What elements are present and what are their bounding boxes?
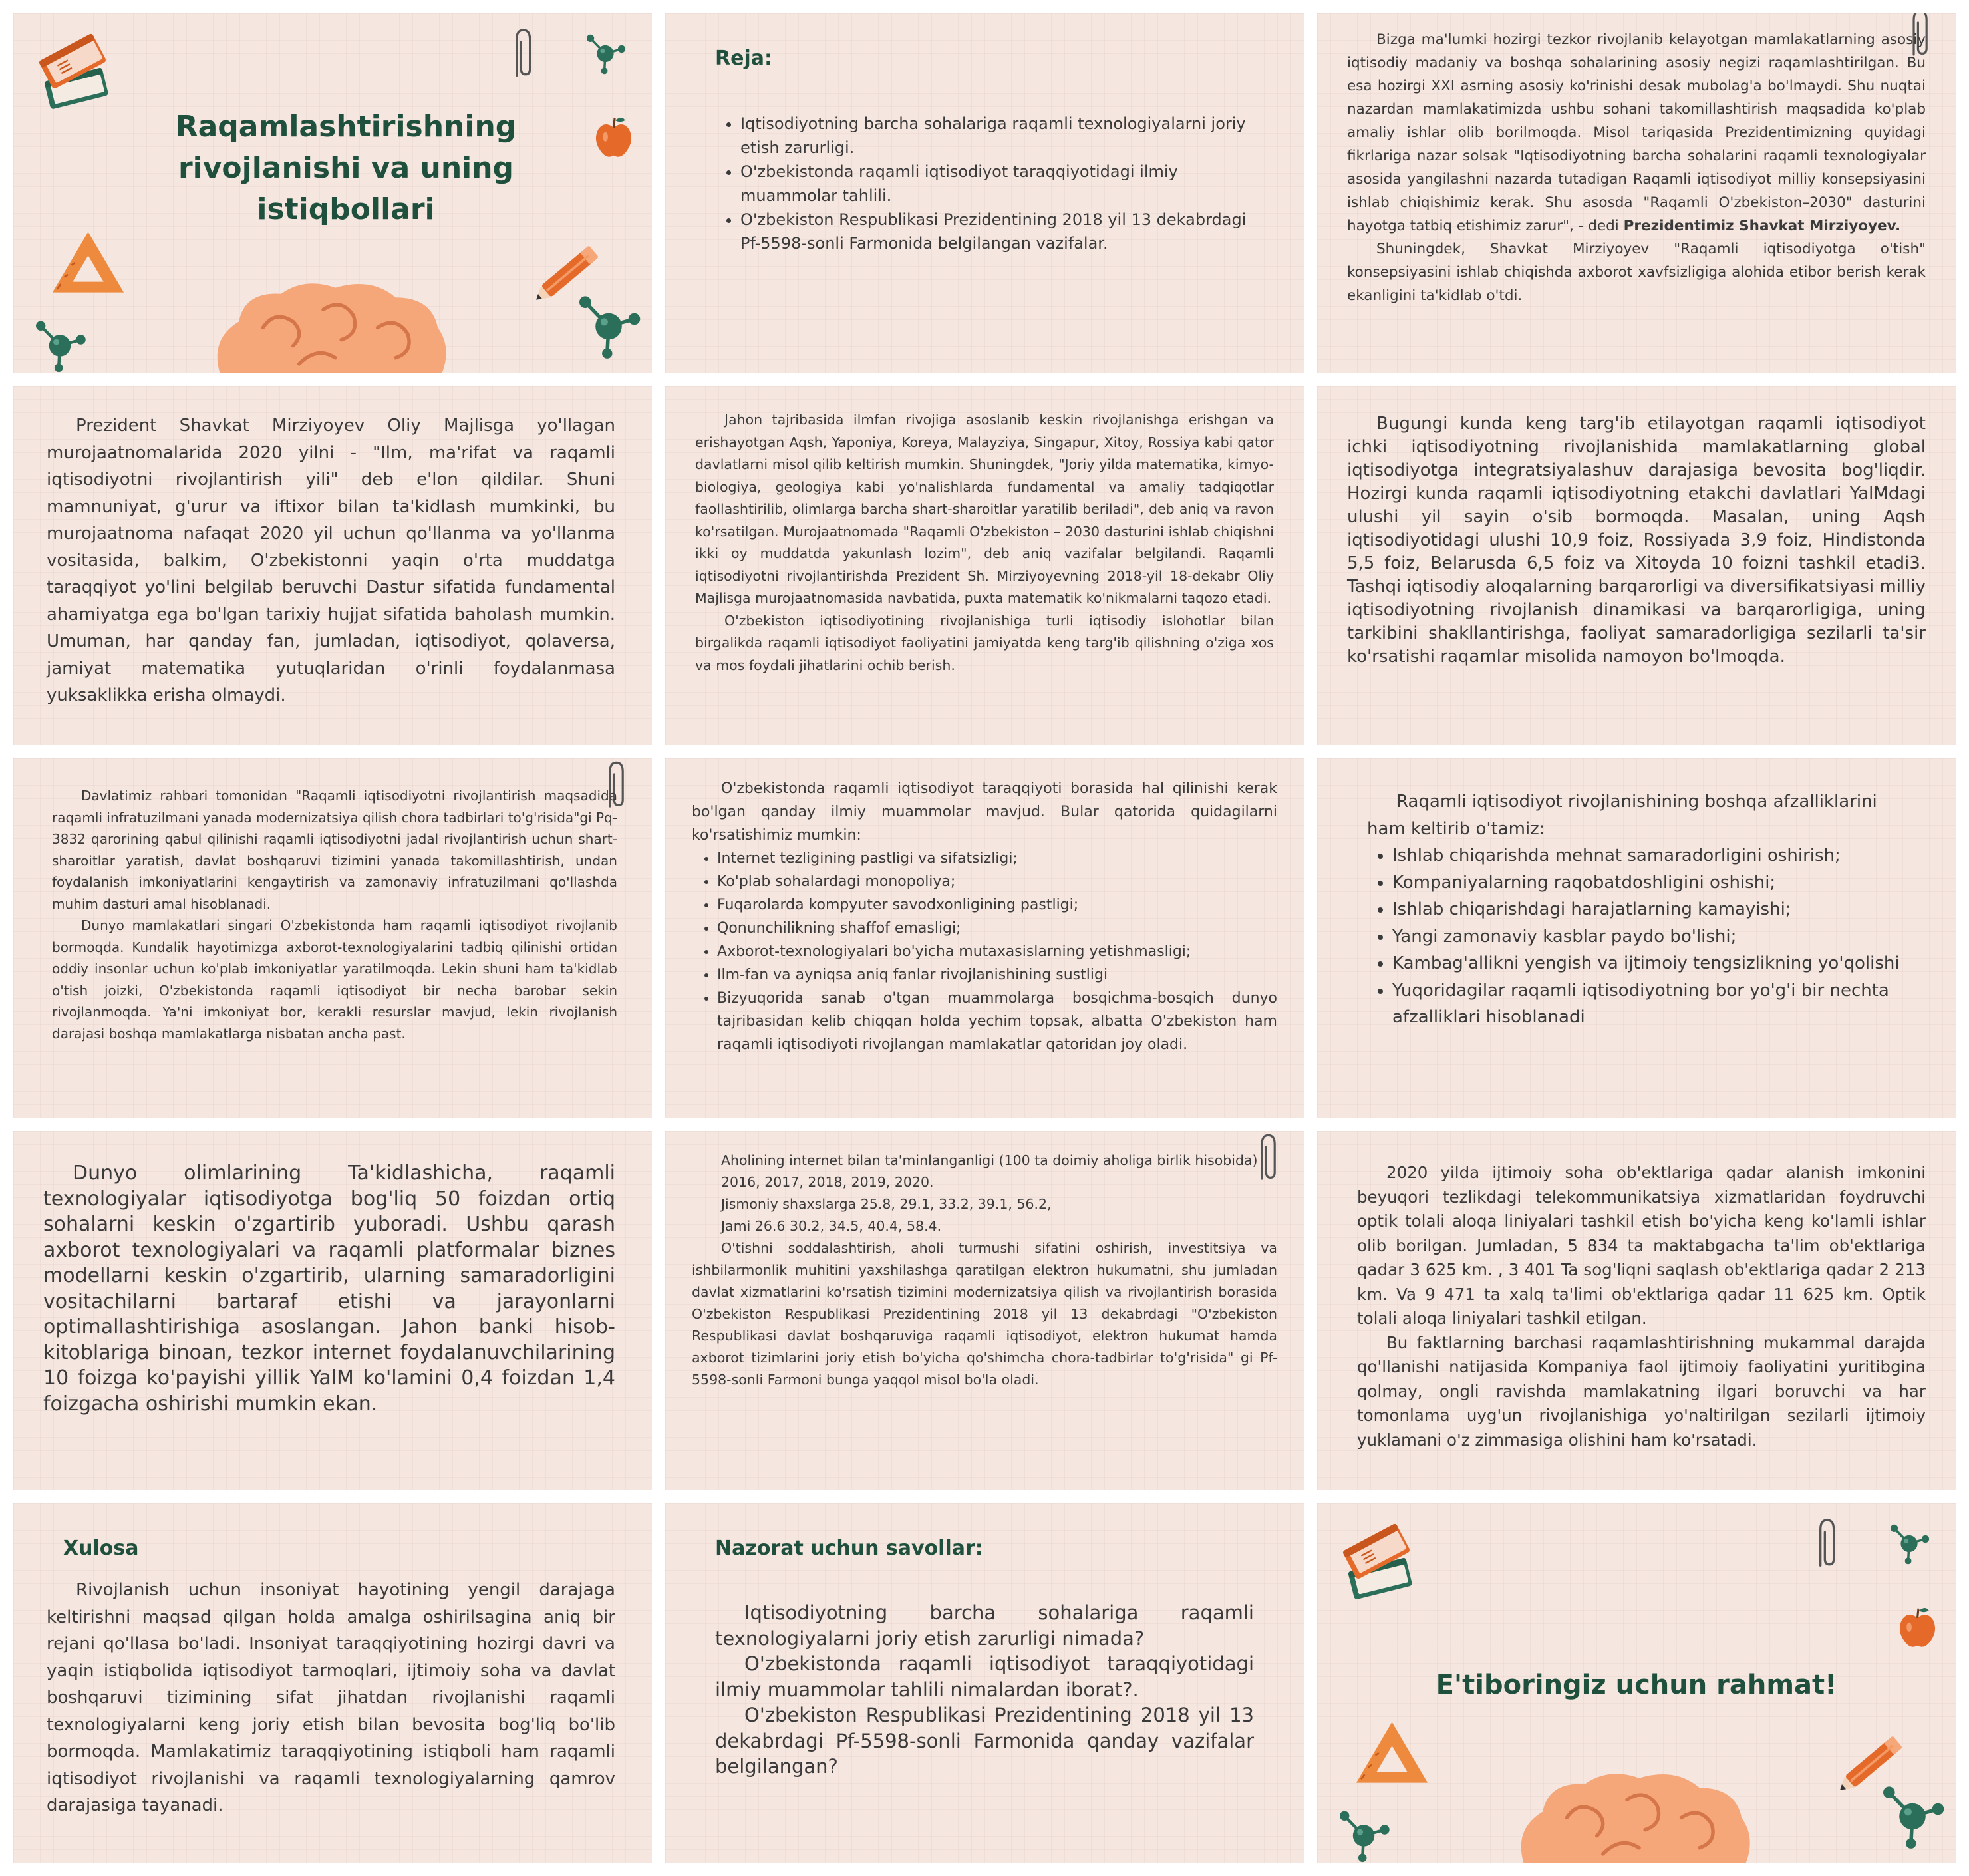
slide-thanks: [1317, 1503, 1956, 1863]
plan-item: • Iqtisodiyotning barcha sohalariga raqamli texnologiyalarni joriy etish zarurligi.: [740, 112, 1254, 160]
body-text: [1367, 788, 1919, 1031]
apple-icon: [592, 113, 635, 160]
plan-list: [715, 112, 1254, 255]
slide-heading: Xulosa: [63, 1537, 139, 1560]
paragraph: O'tishni soddalashtirish, aholi turmushi sifatini oshirish, investitsiya va ishbilarmonlik muhitini yaxshilashga qaratilgan elektron hukumatni, shu jumladan davlat xizmatlarini ko'rsatish tizimini modernizatsiya qilish va rivojlantirish borasida O'zbekiston Respublikasi Prezidentining 2018 yil 13 dekabrdagi "O'zbekiston Respublikasi davlat boshqaruviga raqamli iqtisodiyot, elektron hukumat hamda axborot tizimlarini joriy etish bo'yicha qo'shimcha chora-tadbirlar to'g'risida" gi Pf-5598-sonli Farmoni bunga yaqqol misol bo'la oladi.: [692, 1240, 1277, 1388]
slide-optical-lines: [1317, 1131, 1956, 1490]
molecule-icon: [582, 28, 629, 75]
body-text: [692, 777, 1277, 1056]
list-item: • Yuqoridagilar raqamli iqtisodiyotning bor yo'g'i bir nechta afzalliklari hisoblanadi: [1392, 977, 1919, 1031]
paragraph: Davlatimiz rahbari tomonidan "Raqamli iqtisodiyotni rivojlantirish maqsadida raqamli infratuzilmani yanada modernizatsiya qilish chora tadbirlari to'g'risida"gi Pq-3832 qarorining qabul qilinishi raqamli iqtisodiyotni jadal rivojlantirish uchun shart-sharoitlar yaratish, davlat boshqaruvi tizimini yanada takomillashtirish, undan foydalanish imkoniyatlarini kengaytirish va zamonaviy infratuzilmani qo'llashda muhim dasturi amal hisoblanadi.: [52, 788, 617, 912]
title-line: istiqbollari: [257, 192, 435, 226]
slide-internet-stats: [665, 1131, 1304, 1490]
question: Iqtisodiyotning barcha sohalariga raqamli texnologiyalarni joriy etish zarurligi nimada?: [715, 1601, 1254, 1650]
slide-problems: [665, 758, 1304, 1118]
plan-item: • O'zbekistonda raqamli iqtisodiyot taraqqiyotidagi ilmiy muammolar tahlili.: [740, 160, 1254, 208]
list-item: • Kompaniyalarning raqobatdoshligini oshishi;: [1392, 869, 1919, 897]
paragraph: Bugungi kunda keng targ'ib etilayotgan raqamli iqtisodiyot ichki iqtisodiyotning rivojlanishida mamlakatlarning global iqtisodiyotga integratsiyalashuv darajasiga bevosita bog'liqdir. Hozirgi kunda raqamli iqtisodiyotning etakchi davlatlari YalMdagi ulushi yil sayin o'sib bormoqda. Masalan, uning Aqsh iqtisodiyotidagi ulushi 10,9 foiz, Rossiyada 3,9 foiz, Hindistonda 5,5 foiz, Belarusda 6,5 foiz va Xitoyda 10 foizni tashkil etadi3. Tashqi iqtisodiy aloqalarning barqarorligi va diversifikatsiyasi milliy iqtisodiyotning rivojlanish dinamikasi va barqarorligiga, uning tarkibini shakllantirishga, faoliyat samaradorligiga sezilarli ta'sir ko'rsatishi raqamlar misolida namoyon bo'lmoqda.: [1347, 414, 1926, 667]
slide-digital-economy: [1317, 386, 1956, 745]
slide-conclusion: [13, 1503, 652, 1863]
list-item: • Fuqarolarda kompyuter savodxonligining pastligi;: [717, 893, 1277, 917]
slide-title: [13, 13, 652, 373]
list-item: • Yangi zamonaviy kasblar paydo bo'lishi;: [1392, 923, 1919, 951]
list-item: • Ko'plab sohalardagi monopoliya;: [717, 870, 1277, 893]
paperclip-icon: [1809, 1513, 1843, 1573]
body-text: [47, 1577, 615, 1819]
paragraph: Shuningdek, Shavkat Mirziyoyev "Raqamli iqtisodiyotga o'tish" konsepsiyasini ishlab chiqishda axborot xavfsizligiga alohida etibor berish kerak ekanligini ta'kidlab o'tdi.: [1347, 241, 1926, 304]
paragraph: O'zbekiston iqtisodiyotining rivojlanishiga turli iqtisodiy islohotlar bilan birgalikda raqamli iqtisodiyot faoliyatini jamiyatda keng targ'ib qilishning o'ziga xos va mos foydali jihatlarini ochib berish.: [695, 612, 1274, 673]
stats-years: 2016, 2017, 2018, 2019, 2020.: [721, 1174, 934, 1190]
question: O'zbekiston Respublikasi Prezidentining 2018 yil 13 dekabrdagi Pf-5598-sonli Farmonida qanday vazifalar belgilangan?: [715, 1704, 1254, 1778]
slide-heading: Reja:: [715, 47, 772, 70]
ruler-triangle-icon: [47, 226, 130, 299]
paragraph: Rivojlanish uchun insoniyat hayotining yengil darajaga keltirishni maqsad qilgan holda amalga oshirilsagina aniq bir rejani qo'llasa bo'ladi. Insoniyat taraqqiyotining hozirgi davri va yaqin istiqbolida iqtisodiyot tarmoqlari, ijtimoiy soha va davlat boshqaruvi tizimining sifat jihatdan rivojlanishi raqamli texnologiyalarni keng joriy etish bilan bevosita bog'liq bo'lib bormoqda. Mamlakatimiz taraqqiyotining istiqboli ham raqamli iqtisodiyot rivojlanishi va raqamli texnologiyalarning qamrov darajasiga tayanadi.: [47, 1580, 615, 1815]
stats-total: Jami 26.6 30.2, 34.5, 40.4, 58.4.: [721, 1218, 942, 1234]
slide-world-experience: [665, 386, 1304, 745]
paragraph: 2020 yilda ijtimoiy soha ob'ektlariga qadar alanish imkonini beyuqori tezlikdagi telekommunikatsiya xizmatlaridan foydruvchi optik tolali aloqa liniyalari tashkil etish bo'yicha keng ko'lamli ishlar olib borilgan. Jumladan, 5 834 ta maktabgacha ta'lim ob'ektlariga qadar 3 625 km. , 3 401 Ta sog'liqni saqlash ob'ektlariga qadar 2 213 km. Va 9 471 ta xalq ta'limi ob'ektlariga qadar 11 625 km. Optik tolali aloqa liniyalari tashkil etilgan.: [1357, 1163, 1926, 1328]
slide-heading: Nazorat uchun savollar:: [715, 1537, 983, 1560]
paragraph: Jahon tajribasida ilmfan rivojiga asoslanib keskin rivojlanishga erishgan va erishayotgan Aqsh, Yaponiya, Koreya, Malayziya, Singapur, Xitoy, Rossiya kabi qator davlatlarni misol qilib keltirish mumkin. Shuningdek, "Joriy yilda matematika, kimyo-biologiya, geologiya kabi yo'nalishlarda fundamental va amaliy tadqiqotlar faollashtirilib, olimlarga barcha shart-sharoitlar yaratilib beriladi", deb aniq va ravon ko'rsatilgan. Murojaatnomada "Raqamli O'zbekiston – 2030 dasturini ishlab chiqishni ikki oy muddatda yakunlash lozim", deb aniq vazifalar belgilandi. Raqamli iqtisodiyotni rivojlantirishda Prezident Sh. Mirziyoyevning 2018-yil 18-dekabr Oliy Majlisga murojaatnomasida navbatida, puxta matematik ko'nikmalarni taqozo etadi.: [695, 412, 1274, 606]
apple-icon: [1896, 1603, 1939, 1650]
slide-scientists: [13, 1131, 652, 1490]
slide-advantages: [1317, 758, 1956, 1118]
slide-questions: [665, 1503, 1304, 1863]
body-text: [47, 412, 615, 709]
molecule-icon: [1876, 1776, 1949, 1849]
list-item: • Ilm-fan va ayniqsa aniq fanlar rivojlanishining sustligi: [717, 963, 1277, 987]
paperclip-icon: [506, 23, 539, 83]
presentation-title: [133, 106, 559, 230]
slide-address: [13, 386, 652, 745]
molecule-icon: [1334, 1803, 1394, 1863]
body-text: [52, 785, 617, 1044]
list-item: • Internet tezligining pastligi va sifatsizligi;: [717, 847, 1277, 870]
list-item: • Qonunchilikning shaffof emasligi;: [717, 917, 1277, 940]
body-text: [1357, 1161, 1926, 1452]
paragraph: Dunyo mamlakatlari singari O'zbekistonda ham raqamli iqtisodiyot rivojlanib bormoqda. Kundalik hayotimizga axborot-texnologiyalarini tadbiq qilinishi ortidan oddiy insonlar uchun ko'plab imkoniyatlar yaratilmoqda. Lekin shuni ham ta'kidlab o'tish joizki, O'zbekistonda raqamli iqtisodiyot bir necha barobar sekin rivojlanmoqda. Ya'ni imkoniyat bor, kerakli resurslar mavjud, lekin rivojlanish darajasi boshqa mamlakatlarga nisbatan ancha past.: [52, 917, 617, 1042]
list-item: • Axborot-texnologiyalari bo'yicha mutaxasislarning yetishmasligi;: [717, 940, 1277, 963]
thanks-title: E'tiboringiz uchun rahmat!: [1436, 1670, 1837, 1700]
body-text: [692, 1150, 1277, 1391]
book-stack-icon: [33, 33, 120, 113]
molecule-icon: [1886, 1518, 1932, 1565]
paragraph: Dunyo olimlarining Ta'kidlashicha, raqamli texnologiyalar iqtisodiyotga bog'liq 50 foizdan ortiq sohalarni keskin o'zgartirib yuboradi. Ushbu qarash axborot texnologiyalari va raqamli platformalar biznes modellarni keskin o'zgartirib, ularning samaradorligini vositachilarni bartaraf etishi va jarayonlarni optimallashtirishiga asoslangan. Jahon banki hisob-kitoblariga binoan, tezkor internet foydalanuvchilarining 10 foizga ko'payishi yillik YalM ko'lamini 0,4 foizdan 1,4 foizgacha oshirishi mumkin ekan.: [43, 1162, 615, 1416]
body-text: [1347, 28, 1926, 307]
brain-icon: [1507, 1770, 1759, 1863]
plan-item: • O'zbekiston Respublikasi Prezidentining 2018 yil 13 dekabrdagi Pf-5598-sonli Farmonida belgilangan vazifalar.: [740, 208, 1254, 255]
advantage-list: [1367, 842, 1919, 1031]
paragraph: O'zbekistonda raqamli iqtisodiyot taraqqiyoti borasida hal qilinishi kerak bo'lgan qanday ilmiy muammolar mavjud. Bular qatorida quidagilarni ko'rsatishimiz mumkin:: [692, 780, 1277, 844]
paragraph: [1347, 28, 1926, 237]
slide-pq-3832: [13, 758, 652, 1118]
list-item: • Ishlab chiqarishda mehnat samaradorligini oshirish;: [1392, 842, 1919, 869]
bold-text: Prezidentimiz Shavkat Mirziyoyev.: [1623, 218, 1901, 234]
molecule-icon: [30, 313, 90, 373]
body-text: [1347, 412, 1926, 669]
problem-list: [692, 847, 1277, 1056]
paragraph: Prezident Shavkat Mirziyoyev Oliy Majlisga yo'llagan murojaatnomalarida 2020 yilni - "Ilm, ma'rifat va raqamli iqtisodiyotni rivojlantirish yili" deb e'lon qildilar. Shuni mamnuniyat, g'urur va iftixor bilan ta'kidlash mumkinki, bu murojaatnoma nafaqat 2020 yil uchun qo'llanma va yo'llanma vositasida, balkim, O'zbekistonni yaqin o'rta muddatga taraqqiyot yo'lini belgilab beruvchi Dastur sifatida fundamental ahamiyatga ega bo'lgan tarixiy hujjat sifatida baholash mumkin. Umuman, har qanday fan, jumladan, iqtisodiyot, qolaversa, jamiyat matematika yutuqlaridan o'rinli foydalanmasa yuksaklikka erisha olmaydi.: [47, 416, 615, 705]
paragraph: Bu faktlarning barchasi raqamlashtirishning mukammal darajda qo'llanishi natijasida Kompaniya faol ijtimoiy faoliyatini yuritibgina qolmay, ongli ravishda mamlakatning ilgari boruvchi va har tomonlama uyg'un rivojlanishiga yo'naltirilgan sezilarli ijtimoiy yuklamani o'z zimmasiga olishini ham ko'rsatadi.: [1357, 1332, 1926, 1450]
book-stack-icon: [1337, 1523, 1424, 1603]
list-item: • Kambag'allikni yengish va ijtimoiy tengsizlikning yo'qolishi: [1392, 950, 1919, 977]
brain-icon: [203, 279, 456, 373]
list-item: • Ishlab chiqarishdagi harajatlarning kamayishi;: [1392, 896, 1919, 923]
question-list: [715, 1600, 1254, 1780]
list-item: • Bizyuqorida sanab o'tgan muammolarga bosqichma-bosqich dunyo tajribasidan kelib chiqqan holda yechim topsak, albatta O'zbekiston ham raqamli iqtisodiyoti rivojlangan mamlakatlar qatoridan joy oladi.: [717, 987, 1277, 1056]
paragraph-text: Bizga ma'lumki hozirgi tezkor rivojlanib kelayotgan mamlakatlarning asosiy iqtisodiy madaniy va boshqa sohalarining asosiy negizi raqamlashtirilgan. Bu esa hozirgi XXI asrning asosiy ko'rinishi desak mubolag'a bo'lmaydi. Shu nuqtai nazardan mamlakatimizda ushbu sohani takomillashtirish maqsadida ko'plab amaliy ishlar olib borilmoqda. Misol tariqasida Prezidentimizning quyidagi fikrlariga nazar solsak "Iqtisodiyotning barcha sohalarini raqamli texnologiyalar asosida yangilashni nazarda tutadigan Raqamli iqtisodiyot milliy konsepsiyasini ishlab chiqishimiz kerak. Shu asosda "Raqamli O'zbekiston–2030" dasturini hayotga tatbiq etishimiz zarur", - dedi: [1347, 31, 1926, 234]
ruler-triangle-icon: [1350, 1716, 1434, 1790]
stats-individuals: Jismoniy shaxslarga 25.8, 29.1, 33.2, 39.1, 56.2,: [721, 1196, 1052, 1212]
paragraph: Aholining internet bilan ta'minlanganligi (100 ta doimiy aholiga birlik hisobida): [721, 1152, 1258, 1168]
molecule-icon: [572, 286, 645, 359]
title-line: Raqamlashtirishning: [175, 110, 517, 144]
question: O'zbekistonda raqamli iqtisodiyot taraqqiyotidagi ilmiy muammolar tahlili nimalardan iborat?.: [715, 1652, 1254, 1701]
slide-intro: [1317, 13, 1956, 373]
body-text: [695, 409, 1274, 677]
body-text: [43, 1161, 615, 1417]
paragraph: Raqamli iqtisodiyot rivojlanishining boshqa afzalliklarini ham keltirib o'tamiz:: [1367, 792, 1877, 839]
slide-plan: [665, 13, 1304, 373]
title-line: rivojlanishi va uning: [178, 151, 514, 185]
